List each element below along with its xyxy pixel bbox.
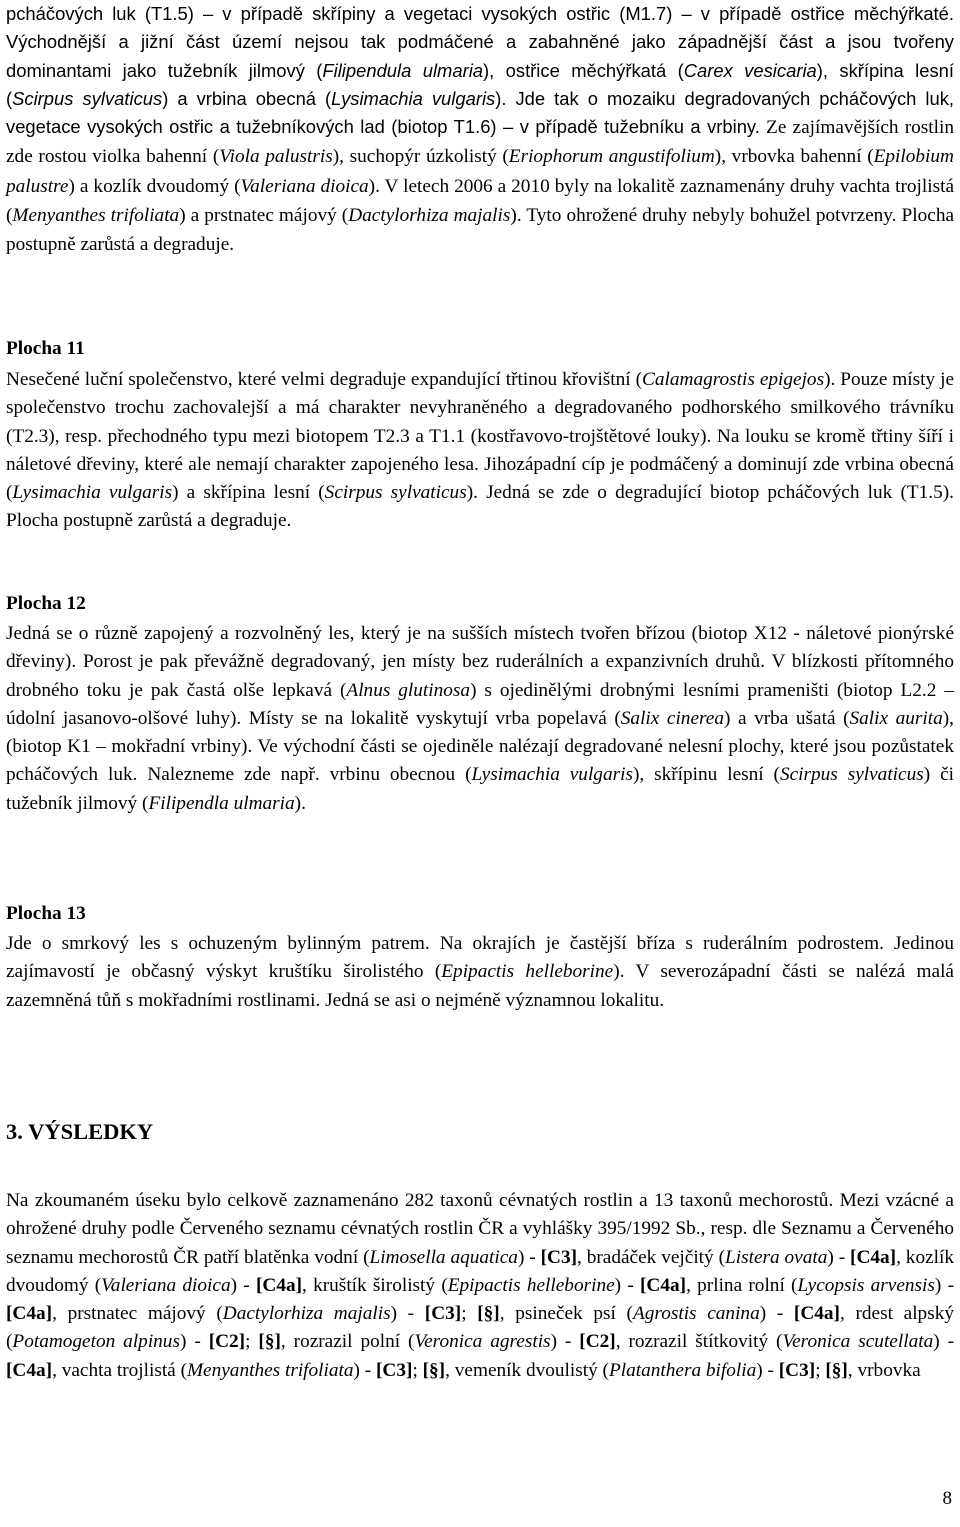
- species-name: Veronica agrestis: [414, 1331, 551, 1353]
- category-code: [C4a]: [850, 1246, 897, 1268]
- category-code: [C3]: [778, 1359, 816, 1381]
- text-run: , kruštík širolistý (: [302, 1274, 448, 1296]
- species-name: Agrostis canina: [632, 1303, 760, 1325]
- species-name: Epipactis helleborine: [441, 961, 614, 983]
- species-name: Menyanthes trifoliata: [12, 205, 180, 227]
- text-run: , vrbovka: [847, 1359, 921, 1381]
- species-name: Alnus glutinosa: [346, 679, 471, 701]
- species-name: Filipendla ulmaria: [148, 792, 295, 814]
- protection-mark: [§]: [825, 1359, 848, 1381]
- text-run: , kozlík dvoudomý (: [6, 1246, 955, 1296]
- text-run: , rdest alpský (: [6, 1303, 954, 1353]
- text-run: Na zkoumaném úseku bylo celkově zaznamenáno 282 taxonů cévnatých rostlin a 13 taxonů mechorostů. Mezi vzácné a ohrožené druhy podle Červeného seznamu cévnatých rostlin ČR a vyhlášky 395/1992 Sb., resp. dle Seznamu a Červeného seznamu mechorostů ČR patří blatěnka vodní (: [6, 1190, 954, 1268]
- text-run: ) -: [179, 1331, 209, 1353]
- text-run: ) -: [756, 1359, 779, 1381]
- species-name: Platanthera bifolia: [608, 1359, 757, 1381]
- species-name: Salix cinerea: [620, 707, 724, 729]
- category-code: [C3]: [424, 1303, 462, 1325]
- text-run: ), (biotop K1 – mokřadní vrbiny). Ve východní části se ojediněle nalézají degradované nelesní plochy, které jsou pozůstatek pcháčových luk. Nalezneme zde např. vrbinu obecnou (: [6, 707, 954, 786]
- text-run: ). Tyto ohrožené druhy nebyly bohužel potvrzeny. Plocha postupně zarůstá a degraduje.: [6, 205, 955, 256]
- text-run: ). Jde tak o mozaiku degradovaných pcháčových luk, vegetace vysokých ostřic a tužebníkových lad (biotop T1.6) – v případě tužebníku a vrbiny.: [6, 87, 955, 138]
- page-number: 8: [942, 1488, 952, 1509]
- plocha-11-heading: Plocha 11: [6, 338, 85, 359]
- text-run: Nesečené luční společenstvo, které velmi degraduje expandující třtinou křovištní (: [6, 369, 643, 390]
- text-run: ) a skřípina lesní (: [172, 482, 325, 504]
- species-name: Lysimachia vulgaris: [12, 482, 173, 504]
- protection-mark: [§]: [258, 1331, 281, 1353]
- species-name: Epipactis helleborine: [447, 1274, 615, 1296]
- species-name: Dactylorhiza majalis: [222, 1303, 391, 1325]
- species-name: Eriophorum angustifolium: [508, 146, 715, 168]
- text-run: ) -: [759, 1303, 794, 1325]
- text-run: ;: [412, 1359, 423, 1381]
- species-name: Scirpus sylvaticus: [324, 482, 467, 504]
- text-run: ;: [245, 1331, 259, 1353]
- species-name: Filipendula ulmaria: [322, 59, 484, 81]
- text-run: ) a kozlík dvoudomý (: [68, 175, 241, 197]
- text-run: ) a prstnatec májový (: [179, 205, 349, 227]
- category-code: [C2]: [579, 1331, 616, 1353]
- text-run: ), suchopýr úzkolistý (: [332, 146, 509, 168]
- plocha-12-paragraph: [6, 620, 954, 818]
- text-run: , vachta trojlistá (: [52, 1359, 187, 1381]
- text-run: ) či tužebník jilmový (: [6, 764, 954, 814]
- text-run: ), ostřice měchýřkatá (: [483, 59, 684, 81]
- species-name: Potamogeton alpinus: [12, 1331, 180, 1353]
- plocha-13-heading: Plocha 13: [6, 903, 86, 924]
- text-run: Ze zajímavějších rostlin zde rostou violka bahenní (: [6, 117, 954, 168]
- text-run: pcháčových luk (T1.5) – v případě skřípiny a vegetaci vysokých ostřic (M1.7) – v případě ostřice měchýřkaté. Východnější a jižní část území nejsou tak podmáčené a zabahněné jako západnější část a jsou tvořeny dominantami jako tužebník jilmový (: [6, 3, 954, 81]
- text-run: , rozrazil štítkovitý (: [615, 1331, 783, 1353]
- species-name: Lycopsis arvensis: [797, 1274, 935, 1296]
- text-run: ) -: [353, 1359, 377, 1381]
- text-run: ) -: [230, 1274, 256, 1296]
- plocha-11-paragraph: [6, 366, 954, 536]
- species-name: Viola palustris: [219, 146, 333, 168]
- results-paragraph: [6, 1187, 954, 1385]
- text-run: Jedná se o různě zapojený a rozvolněný les, který je na sušších místech tvořen břízou (biotop X12 - náletové pionýrské dřeviny). Porost je pak převážně degradovaný, jen místy bez ruderálních a expanzivních druhů. V blízkosti přítomného drobného toku je pak častá olše lepkavá (: [6, 623, 954, 701]
- text-run: , prlina rolní (: [686, 1274, 798, 1296]
- text-run: ).: [294, 792, 306, 814]
- text-run: ) -: [614, 1274, 641, 1296]
- species-name: Menyanthes trifoliata: [186, 1359, 354, 1381]
- category-code: [C4a]: [6, 1303, 53, 1325]
- intro-paragraph: [6, 0, 954, 260]
- text-run: , prstnatec májový (: [52, 1303, 223, 1325]
- species-name: Salix aurita: [849, 707, 943, 729]
- text-run: , vemeník dvoulistý (: [445, 1359, 609, 1381]
- text-run: ) -: [934, 1274, 955, 1296]
- category-code: [C4a]: [793, 1303, 840, 1325]
- text-run: ) -: [390, 1303, 425, 1325]
- plocha-13-paragraph: [6, 930, 954, 1015]
- species-name: Scirpus sylvaticus: [12, 87, 163, 109]
- plocha-12-heading: Plocha 12: [6, 593, 86, 614]
- species-name: Lysimachia vulgaris: [471, 764, 633, 786]
- text-run: ). V letech 2006 a 2010 byly na lokalitě zaznamenány druhy vachta trojlistá (: [6, 175, 955, 227]
- species-name: Listera ovata: [725, 1246, 828, 1268]
- text-run: ). Jedná se zde o degradující biotop pcháčových luk (T1.5). Plocha postupně zarůstá a degraduje.: [6, 482, 954, 532]
- category-code: [C3]: [540, 1246, 578, 1268]
- results-heading: 3. VÝSLEDKY: [6, 1119, 154, 1144]
- text-run: ) -: [517, 1246, 541, 1268]
- category-code: [C3]: [376, 1359, 413, 1381]
- text-run: , bradáček vejčitý (: [577, 1246, 725, 1268]
- text-run: ;: [815, 1359, 826, 1381]
- text-run: ;: [461, 1303, 478, 1325]
- text-run: ) a vrba ušatá (: [724, 707, 850, 729]
- species-name: Lysimachia vulgaris: [331, 87, 496, 109]
- category-code: [C2]: [208, 1331, 246, 1353]
- category-code: [C4a]: [255, 1274, 303, 1296]
- text-run: , psineček psí (: [499, 1303, 633, 1325]
- category-code: [C4a]: [640, 1274, 687, 1296]
- text-run: ), skřípinu lesní (: [632, 764, 780, 786]
- text-run: ) -: [827, 1246, 851, 1268]
- species-name: Veronica scutellata: [782, 1331, 934, 1353]
- text-run: ) -: [550, 1331, 580, 1353]
- text-run: ) a vrbina obecná (: [162, 87, 332, 109]
- protection-mark: [§]: [422, 1359, 446, 1381]
- text-run: ) s ojedinělými drobnými lesními prameništi (biotop L2.2 – údolní jasanovo-olšové luhy). Místy se na lokalitě vyskytují vrba popelavá (: [6, 679, 954, 729]
- species-name: Dactylorhiza majalis: [348, 205, 511, 227]
- species-name: Calamagrostis epigejos: [642, 369, 825, 390]
- species-name: Valeriana dioica: [101, 1274, 231, 1296]
- text-run: ), vrbovka bahenní (: [714, 146, 874, 168]
- species-name: Epilobium palustre: [6, 146, 954, 197]
- text-run: ). V severozápadní části se nalézá malá zazemněná tůň s mokřadními rostlinami. Jedná se asi o nejméně významnou lokalitu.: [6, 961, 954, 1011]
- species-name: Valeriana dioica: [240, 175, 369, 197]
- text-run: , rozrazil polní (: [280, 1331, 415, 1353]
- species-name: Scirpus sylvaticus: [779, 764, 924, 786]
- text-run: ). Pouze místy je společenstvo trochu zachovalejší a má charakter nevyhraněného a degradovaného podhorského smilkového trávníku (T2.3), resp. přechodného typu mezi biotopem T2.3 a T1.1 (kostřavovo-trojštětové louky). Na louku se kromě třtiny šíří i náletové dřeviny, které ale nemají charakter zapojeného lesa. Jihozápadní cíp je podmáčený a dominují zde vrbina obecná (: [6, 369, 955, 504]
- text-run: ), skřípina lesní (: [6, 59, 955, 109]
- species-name: Limosella aquatica: [369, 1246, 518, 1268]
- species-name: Carex vesicaria: [683, 59, 817, 81]
- protection-mark: [§]: [477, 1303, 500, 1325]
- category-code: [C4a]: [6, 1359, 53, 1381]
- text-run: Jde o smrkový les s ochuzeným bylinným patrem. Na okrajích je častější bříza s ruderálním podrostem. Jedinou zajímavostí je občasný výskyt kruštíku širolistého (: [6, 933, 954, 983]
- text-run: ) -: [933, 1331, 954, 1353]
